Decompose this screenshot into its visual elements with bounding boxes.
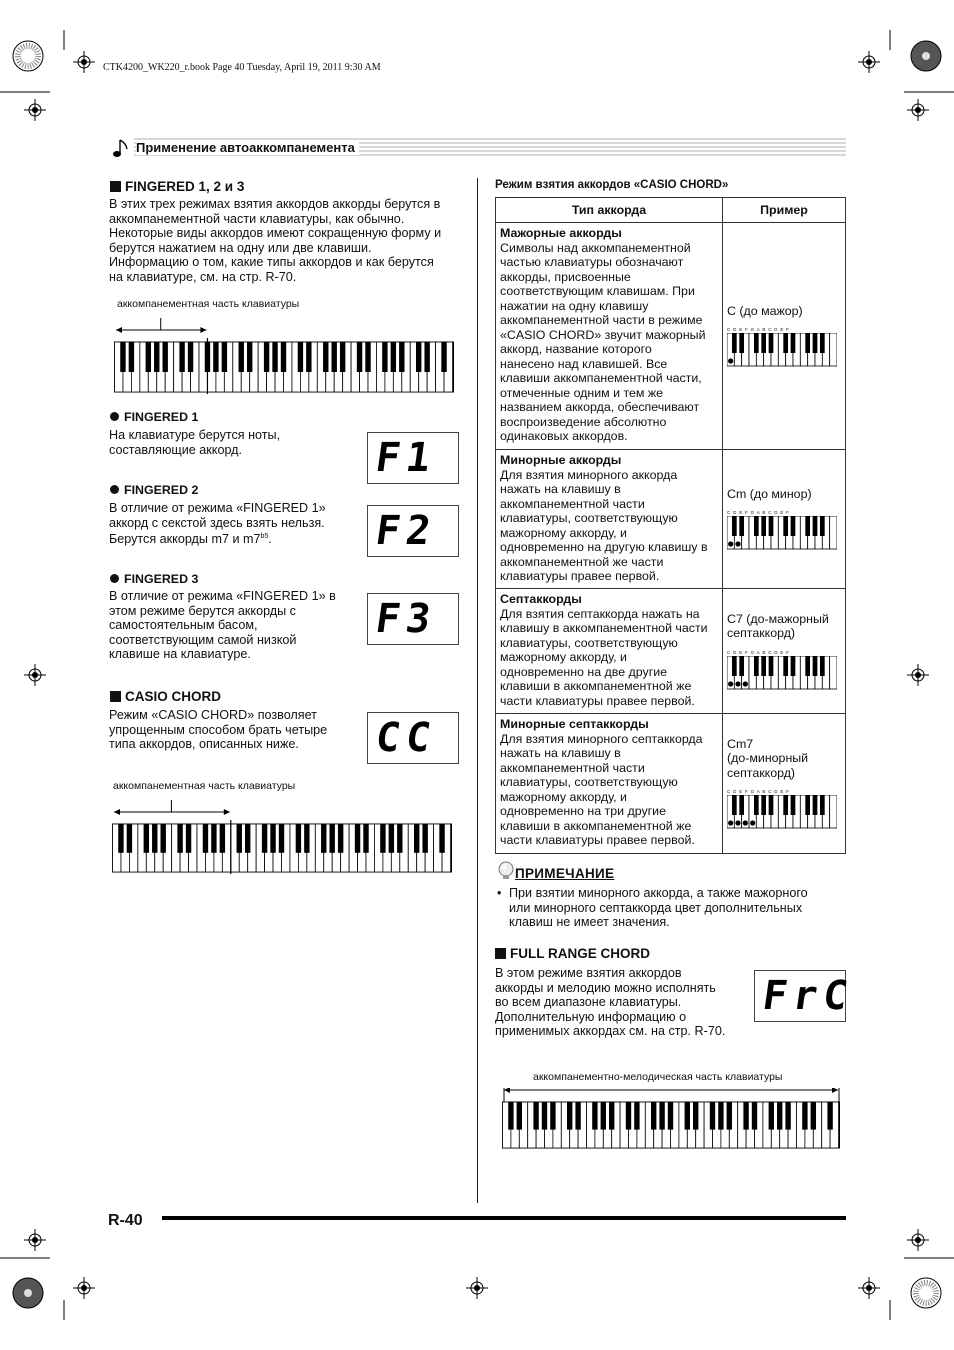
black-key [331,342,336,372]
white-key [830,333,837,366]
black-key [783,656,788,676]
chord-type-line: клавиши в аккомпанементной же [500,818,692,833]
note-heading: ПРИМЕЧАНИЕ [515,866,615,881]
lcd-f3 [367,593,459,645]
chord-type-line: аккомпанементной же части [500,554,664,569]
black-key [820,795,825,815]
lightbulb-icon [495,860,517,882]
black-key [761,333,766,353]
black-key [188,342,193,372]
white-key [830,656,837,689]
mini-keyboard-keys [727,795,837,829]
black-key [220,824,225,853]
black-key [239,342,244,372]
black-key [754,516,759,536]
black-key [769,656,774,676]
chord-example-cell [723,450,846,589]
full-range-text: В этом режиме взятия аккордов аккорды и мелодию можно исполнять во всем диапазоне клавиатуры. Дополнительную информацию о применимых аккордах см. на стр. R-70. [495,966,726,1039]
chord-type-line: одновременно на другую клавишу в [500,540,708,554]
black-key [739,516,744,536]
black-key [146,342,151,372]
chord-type-name: Мажорные аккорды [500,226,622,240]
black-key [718,1102,723,1130]
black-key [237,824,242,853]
black-key [732,795,737,815]
lcd-f2 [367,505,459,557]
black-key [380,824,385,853]
black-key [179,342,184,372]
black-key [769,516,774,536]
black-key [424,342,429,372]
black-key [827,1102,832,1130]
chord-type-line: Для взятия септаккорда нажать на [500,606,700,621]
chord-type-name: Минорные аккорды [500,453,622,467]
keyboard1-diagram [114,316,454,394]
chord-type-name: Септаккорды [500,592,582,606]
mini-keyboard-notes: C D E F G A B C D E F [727,510,790,516]
black-key [397,824,402,853]
white-key [830,795,837,828]
black-key [634,1102,639,1130]
black-key [769,795,774,815]
black-key [279,824,284,853]
mini-keyboard-notes: C D E F G A B C D E F [727,327,790,333]
table-row [496,450,846,589]
black-key [668,1102,673,1130]
black-key [743,1102,748,1130]
black-key [517,1102,522,1130]
table-title: Режим взятия аккордов «CASIO CHORD» [495,179,729,191]
black-key [416,342,421,372]
mini-keyboard [727,509,837,551]
col-type-header: Тип аккорда [496,198,723,223]
f1-heading: FINGERED 1 [110,410,198,424]
chord-type-line: аккомпанементной части [500,496,645,511]
black-key [761,795,766,815]
black-key [659,1102,664,1130]
black-key [732,656,737,676]
casio-text: Режим «CASIO CHORD» позволяет упрощенным способом брать четыре типа аккордов, описанных ниже. [109,708,328,752]
black-key [791,656,796,676]
keyboard2-diagram [112,798,452,874]
black-key [382,342,387,372]
black-key [177,824,182,853]
f2-heading: FINGERED 2 [110,483,198,497]
keyboard3-diagram [502,1088,840,1152]
chord-type-line: Для взятия минорного аккорда [500,467,678,482]
black-key [732,516,737,536]
f2-text: В отличие от режима «FINGERED 1» аккорд с секстой здесь взять нельзя. Берутся аккорды m7 и $m7^{b5}$. [109,501,326,547]
black-key [820,516,825,536]
table-row [496,589,846,714]
black-key [355,824,360,853]
f3-heading: FINGERED 3 [110,572,198,586]
black-key [820,656,825,676]
chord-type-line: одновременно на две другие [500,664,668,679]
black-key [754,333,759,353]
black-key [533,1102,538,1130]
chord-type-line: аккорд, название которого [500,342,652,356]
black-key [777,1102,782,1130]
black-key [805,795,810,815]
black-key [245,824,250,853]
full-range-heading: FULL RANGE CHORD [495,946,650,961]
black-key [575,1102,580,1130]
black-key [152,824,157,853]
mini-keyboard [727,649,837,691]
chord-type-line: воспроизведение абсолютно [500,414,667,429]
black-key [441,342,446,372]
pressed-key-dot [728,542,733,547]
chord-type-line: части клавиатуры правее первой. [500,833,695,847]
black-key [160,824,165,853]
black-key [805,656,810,676]
chord-type-cell [496,223,723,450]
black-key [820,333,825,353]
black-key [270,824,275,853]
fingered-intro: В этих трех режимах взятия аккордов аккорды берутся в аккомпанементной части клавиатуры, как обычно. Некоторые виды аккордов имеют сокращенную форму и берутся нажатием на одну или две клавиши. Информацию о том, какие типы аккордов и как берутся на клавиатуре, см. на стр. R-70. [109,197,442,284]
black-key [785,1102,790,1130]
black-key [813,656,818,676]
black-key [813,516,818,536]
black-key [281,342,286,372]
black-key [247,342,252,372]
chord-type-line: аккомпанементной части [500,760,645,775]
black-key [340,342,345,372]
lcd-text: F1 [372,435,440,481]
chord-type-cell [496,589,723,714]
chord-type-line: клавиши в аккомпанементной же [500,679,692,693]
black-key [791,516,796,536]
chord-example-text: (до-минорный [727,751,809,766]
black-key [651,1102,656,1130]
black-key [802,1102,807,1130]
col-example-header: Пример [723,198,846,223]
black-key [727,1102,732,1130]
black-key [304,824,309,853]
pressed-key-dot [743,821,748,826]
black-key [769,333,774,353]
chord-example-text: C7 (до-мажорный [727,611,829,626]
keyboard3-label: аккомпанементно-мелодическая часть клавиатуры [533,1071,783,1083]
black-key [391,342,396,372]
black-key [329,824,334,853]
pressed-key-dot [735,681,740,686]
chord-type-cell [496,450,723,589]
black-key [211,824,216,853]
black-key [813,333,818,353]
black-key [203,824,208,853]
black-key [783,795,788,815]
black-key [791,333,796,353]
black-key [739,656,744,676]
black-key [154,342,159,372]
black-key [592,1102,597,1130]
keyboard2-label: аккомпанементная часть клавиатуры [113,780,296,792]
column-divider [477,178,478,1203]
pressed-key-dot [750,821,755,826]
black-key [732,333,737,353]
black-key [811,1102,816,1130]
chord-type-line: клавиатуры, соответствующую [500,635,678,650]
book-info-line: CTK4200_WK220_r.book Page 40 Tuesday, April 19, 2011 9:30 AM [103,62,381,73]
pressed-key-dot [728,681,733,686]
table-row [496,714,846,854]
chord-example-text: септаккорд) [727,765,796,780]
chord-type-line: «CASIO CHORD» звучит мажорный [500,327,706,342]
chord-type-line: мажорному аккорду, и [500,525,627,540]
chord-type-line: отмеченные одним и тем же [500,385,664,400]
black-key [162,342,167,372]
lcd-cc [367,712,459,764]
chord-type-line: клавиши аккомпанементной части, [500,371,702,385]
chord-type-line: одинаковых аккордов. [500,429,628,443]
black-key [186,824,191,853]
lcd-text: F2 [372,508,440,554]
range-arrow-right [200,327,206,333]
black-key [791,795,796,815]
black-key [752,1102,757,1130]
range-arrow-left [116,327,122,333]
chord-table [495,197,846,854]
black-key [422,824,427,853]
black-key [567,1102,572,1130]
range-arrow-right [224,809,230,815]
page-number: R-40 [108,1212,143,1229]
black-key [272,342,277,372]
mini-keyboard-keys [727,333,837,367]
black-key [739,795,744,815]
black-key [739,333,744,353]
pressed-key-dot [735,542,740,547]
black-key [754,795,759,815]
chord-type-line: клавишу в аккомпанементной части [500,621,708,635]
lcd-text: FrC [759,973,857,1019]
chord-type-line: аккорды, присвоенные [500,269,631,284]
black-key [754,656,759,676]
black-key [262,824,267,853]
chord-type-line: нанесено над клавишей. Все [500,356,668,371]
mini-keyboard-keys [727,516,837,550]
chord-type-line: названием аккорда, обеспечивают [500,400,700,414]
black-key [601,1102,606,1130]
lcd-text: F3 [372,596,440,642]
chord-type-line: нажать на клавишу в [500,482,621,496]
lcd-text: CC [372,715,440,761]
black-key [761,656,766,676]
chord-type-line: клавиатуры, соответствующую [500,511,678,525]
black-key [805,516,810,536]
black-key [550,1102,555,1130]
black-key [120,342,125,372]
chord-type-line: аккомпанементной части в режиме [500,313,703,327]
chord-type-line: мажорному аккорду, и [500,650,627,664]
chord-example-text: C (до мажор) [727,303,803,318]
chord-example-cell [723,589,846,714]
footer-rule [162,1216,846,1220]
chord-type-line: Символы над аккомпанементной [500,240,691,255]
black-key [508,1102,513,1130]
mini-keyboard-notes: C D E F G A B C D E F [727,649,790,655]
chord-example-text: септаккорд) [727,626,796,640]
black-key [693,1102,698,1130]
pressed-key-dot [728,359,733,364]
black-key [685,1102,690,1130]
black-key [296,824,301,853]
black-key [439,824,444,853]
lcd-frc [754,970,857,1022]
black-key [338,824,343,853]
black-key [710,1102,715,1130]
black-key [813,795,818,815]
range-arrow-left [114,809,120,815]
white-key [830,516,837,549]
black-key [769,1102,774,1130]
keyboard1-label: аккомпанементная часть клавиатуры [117,298,300,310]
page-title: Применение автоаккомпанемента [136,140,359,155]
black-key [626,1102,631,1130]
pressed-key-dot [743,681,748,686]
chord-type-line: соответствующим клавишам. При [500,284,695,298]
black-key [414,824,419,853]
black-key [213,342,218,372]
pressed-key-dot [728,821,733,826]
black-key [783,516,788,536]
chord-type-line: частью клавиатуры обозначают [500,255,684,269]
black-key [542,1102,547,1130]
table-row [496,223,846,450]
black-key [357,342,362,372]
black-key [783,333,788,353]
black-key [298,342,303,372]
chord-example-cell [723,714,846,854]
fingered-heading: FINGERED 1, 2 и 3 [110,179,244,194]
chord-type-name: Минорные септаккорды [500,717,649,731]
black-key [609,1102,614,1130]
chord-example-cell [723,223,846,450]
mini-keyboard [727,788,837,830]
chord-type-line: нажатии на одну клавишу [500,298,649,313]
black-key [222,342,227,372]
black-key [805,333,810,353]
black-key [264,342,269,372]
note-text: • При взятии минорного аккорда, а также мажорного или минорного септаккорда цвет дополнительных клавиш не имеет значения. [497,886,808,930]
mini-keyboard-keys [727,656,837,690]
lcd-f1 [367,432,459,484]
black-key [761,516,766,536]
chord-example-text: Cm7 [727,736,754,751]
black-key [363,824,368,853]
section-header [108,137,846,159]
black-key [323,342,328,372]
mini-keyboard-notes: C D E F G A B C D E F [727,789,790,795]
chord-type-line: клавиатуры правее первой. [500,569,660,583]
black-key [118,824,123,853]
f1-text: На клавиатуре берутся ноты, составляющие аккорд. [109,428,281,457]
chord-type-line: одновременно на три другие [500,804,666,818]
chord-type-line: клавиатуры, соответствующую [500,775,678,789]
chord-type-line: части клавиатуры правее первой. [500,693,695,708]
chord-type-cell [496,714,723,854]
chord-type-line: Для взятия минорного септаккорда [500,731,703,746]
chord-type-line: мажорному аккорду, и [500,789,627,804]
chord-example-text: Cm (до минор) [727,486,812,501]
black-key [127,824,132,853]
black-key [129,342,134,372]
chord-type-line: нажать на клавишу в [500,746,621,760]
casio-heading: CASIO CHORD [110,689,221,704]
f3-text: В отличие от режима «FINGERED 1» в этом режиме берутся аккорды с самостоятельным басом, соответствующим самой низкой клавише на клавиатуре. [109,589,336,662]
black-key [306,342,311,372]
pressed-key-dot [735,821,740,826]
black-key [365,342,370,372]
black-key [144,824,149,853]
mini-keyboard [727,326,837,368]
black-key [321,824,326,853]
black-key [389,824,394,853]
black-key [399,342,404,372]
